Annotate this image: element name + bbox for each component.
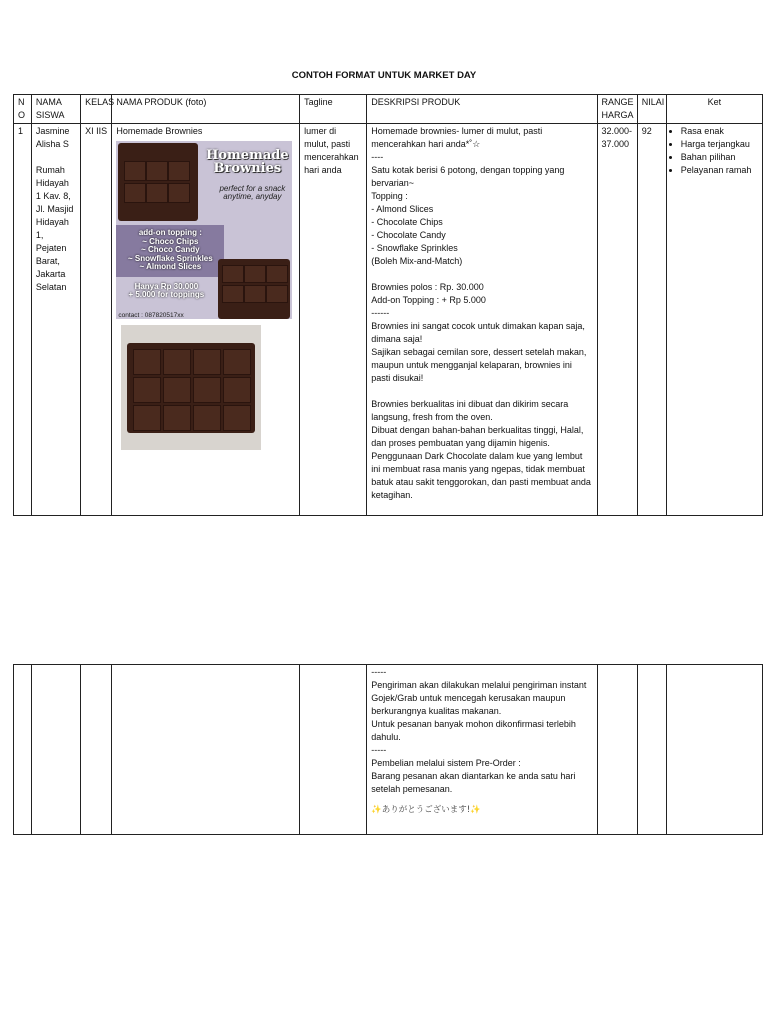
document-title: CONTOH FORMAT UNTUK MARKET DAY — [291, 70, 477, 81]
product-name: Homemade Brownies — [116, 126, 203, 136]
deskripsi-continued-text: ----- Pengiriman akan dilakukan melalui pengiriman instant Gojek/Grab untuk mencegah kerusakan maupun berkurangnya kualitas makanan. Untuk pesanan banyak mohon dikonfirmasi terlebih dahulu. ----- Pembelian melalui sistem Pre-Order : Barang pesanan akan diantarkan ke anda satu hari setelah pemesanan. — [371, 667, 587, 794]
cell-ket — [666, 124, 762, 516]
cell-deskripsi-continued — [367, 665, 597, 835]
ket-list — [671, 125, 758, 177]
thanks-text: ✨ありがとうございます!✨ — [371, 805, 481, 815]
promo-addon: add-on topping : ~ Choco Chips ~ Choco Candy ~ Snowflake Sprinkles ~ Almond Slices — [128, 228, 213, 271]
cell-nilai: 92 — [637, 124, 666, 516]
cell-produk — [112, 124, 300, 516]
promo-image — [116, 141, 292, 319]
cell-range: 32.000-37.000 — [597, 124, 637, 516]
brownies-box-photo — [121, 325, 261, 450]
header-no: N O — [14, 95, 32, 124]
table-row — [14, 124, 763, 516]
cell-kelas: XI IIS — [81, 124, 112, 516]
header-range: RANGE HARGA — [597, 95, 637, 124]
promo-price: Hanya Rp 30.000 + 5.000 for toppings — [128, 282, 205, 299]
brownie-tray — [118, 143, 198, 221]
cell-deskripsi: Homemade brownies- lumer di mulut, pasti mencerahkan hari anda*˚☆ ---- Satu kotak berisi 6 potong, dengan topping yang bervarian~ Topping : - Almond Slices - Chocolate Chips - Chocolate Candy - Snowflake Sprinkles (Boleh Mix-and-Match) Brownies polos : Rp. 30.000 Add-on Topping : + Rp 5.000 ------ Brownies ini sangat cocok untuk dimakan kapan saja, dimana saja! Sajikan sebagai cemilan sore, dessert setelah makan, maupun untuk mengganjal kelaparan, brownies ini pasti disukai! Brownies berkualitas ini dibuat dan dikirim secara langsung, fresh from the oven. Dibuat dengan bahan-bahan berkualitas tinggi, Halal, dan proses pembuatan yang dijamin higenis. Penggunaan Dark Chocolate dalam kue yang lembut ini membuat rasa manis yang ngepas, tidak membuat batuk atau sakit tenggorokan, dan pasti membuat anda ketagihan. — [367, 124, 597, 516]
header-nilai: NILAI — [637, 95, 666, 124]
header-deskripsi: DESKRIPSI PRODUK — [367, 95, 597, 124]
ket-item: • Bahan pilihan — [681, 151, 758, 164]
cell-no: 1 — [14, 124, 32, 516]
ket-item: • Rasa enak — [681, 125, 758, 138]
ket-item: • Harga terjangkau — [681, 138, 758, 151]
promo-subtitle: perfect for a snack anytime, anyday — [219, 184, 286, 201]
header-nama: NAMA SISWA — [31, 95, 80, 124]
header-ket: Ket — [666, 95, 762, 124]
header-kelas: KELAS — [81, 95, 112, 124]
header-row — [14, 95, 763, 124]
market-day-table — [13, 94, 763, 516]
header-tagline: Tagline — [300, 95, 367, 124]
header-produk: NAMA PRODUK (foto) — [112, 95, 300, 124]
table-row — [14, 665, 763, 835]
promo-title: Homemade Brownies — [206, 148, 294, 176]
ket-item: • Pelayanan ramah — [681, 164, 758, 177]
cell-nama: Jasmine Alisha S Rumah Hidayah 1 Kav. 8, Jl. Masjid Hidayah 1, Pejaten Barat, Jakarta Selatan — [31, 124, 80, 516]
cell-tagline: lumer di mulut, pasti mencerahkan hari anda — [300, 124, 367, 516]
market-day-table-continued — [13, 664, 763, 835]
promo-contact: contact : 087820517xx — [118, 312, 184, 319]
